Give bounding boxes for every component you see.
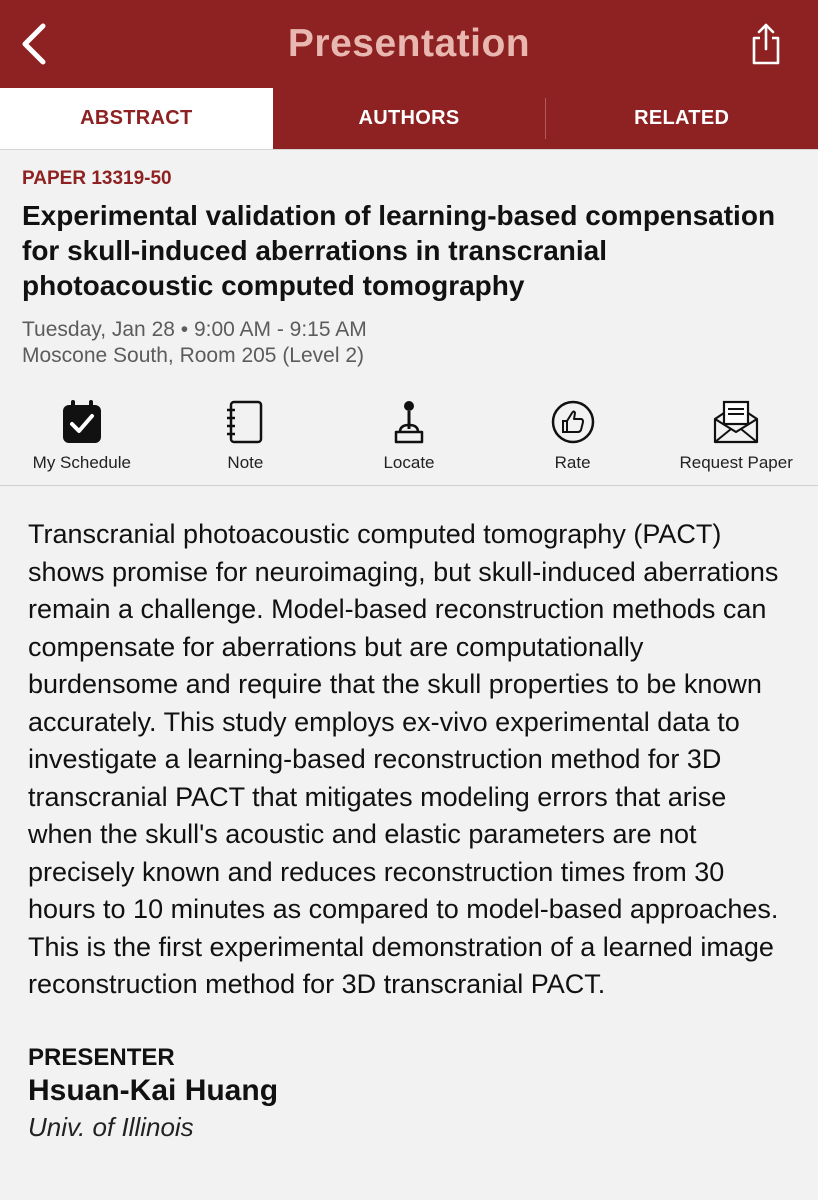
abstract-text: Transcranial photoacoustic computed tomography (PACT) shows promise for neuroimaging, but skull-induced aberrations remain a challenge. Model-based reconstruction methods can compensate for aberrations but are computationally burdensome and require that the skull properties to be known accurately. This study employs ex-vivo experimental data to investigate a learning-based reconstruction method for 3D transcranial PACT that mitigates modeling errors that arise when the skull's acoustic and elastic parameters are not precisely known and reduces reconstruction times from 30 hours to 10 minutes as compared to model-based approaches. This is the first experimental demonstration of a learned image reconstruction method for 3D transcranial PACT. (28, 519, 779, 999)
calendar-check-icon (61, 399, 103, 445)
location: Moscone South, Room 205 (Level 2) (22, 344, 365, 367)
action-label: Note (227, 453, 264, 472)
page-title: Presentation (287, 22, 531, 65)
action-label: My Schedule (32, 453, 131, 472)
tab-divider (545, 98, 546, 139)
tab-authors[interactable] (273, 88, 546, 149)
back-button[interactable] (12, 16, 56, 72)
notebook-icon (224, 399, 266, 445)
share-icon (749, 22, 783, 66)
presenter-section (0, 1004, 818, 1143)
thumbs-up-icon (550, 399, 596, 445)
presenter-affiliation: Univ. of Illinois (28, 1111, 194, 1142)
tab-related[interactable] (545, 88, 818, 149)
joystick-locate-icon (388, 399, 430, 445)
tab-abstract[interactable] (0, 88, 273, 149)
rate-button[interactable] (491, 397, 655, 473)
chevron-left-icon (19, 22, 49, 66)
paper-title: Experimental validation of learning-based compensation for skull-induced aberrations in transcranial photoacoustic computed tomography (22, 200, 776, 301)
my-schedule-button[interactable] (0, 397, 164, 473)
tab-label: ABSTRACT (80, 107, 193, 129)
app-header (0, 0, 818, 88)
presenter-heading: PRESENTER (28, 1043, 175, 1071)
envelope-paper-icon (712, 399, 760, 445)
paper-details (0, 150, 818, 369)
action-label: Request Paper (679, 453, 793, 472)
schedule-time: Tuesday, Jan 28 • 9:00 AM - 9:15 AM (22, 318, 367, 341)
locate-button[interactable] (327, 397, 491, 473)
tab-label: AUTHORS (358, 107, 460, 129)
paper-id: PAPER 13319-50 (22, 168, 172, 189)
action-label: Locate (383, 453, 435, 472)
note-button[interactable] (164, 397, 328, 473)
action-bar (0, 397, 818, 486)
tab-bar (0, 88, 818, 150)
request-paper-button[interactable] (654, 397, 818, 473)
share-button[interactable] (744, 16, 788, 72)
presenter-name[interactable]: Hsuan-Kai Huang (28, 1073, 279, 1107)
action-label: Rate (554, 453, 591, 472)
tab-label: RELATED (634, 107, 730, 129)
